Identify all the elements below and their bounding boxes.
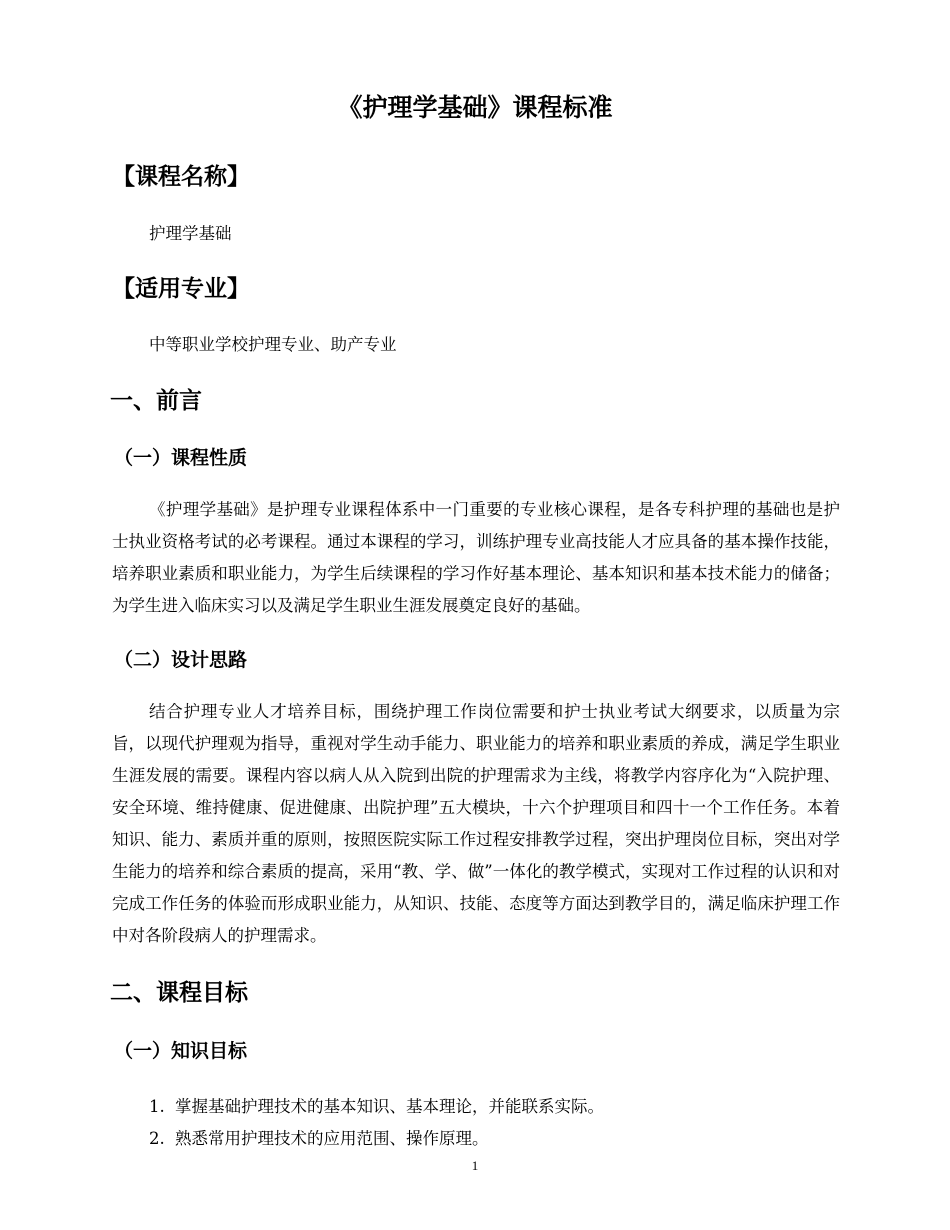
document-title: 《护理学基础》课程标准 <box>337 93 613 122</box>
list-item <box>149 1093 604 1117</box>
course-name-heading: 【课程名称】 <box>112 164 250 190</box>
section-1-heading: 一、前言 <box>110 388 202 414</box>
applicable-major-value: 中等职业学校护理专业、助产专业 <box>149 335 397 354</box>
applicable-major-heading: 【适用专业】 <box>112 276 250 302</box>
section-2-sub-1-heading: （一）知识目标 <box>114 1040 248 1062</box>
page-number: 1 <box>471 1158 479 1173</box>
list-item-text: 熟悉常用护理技术的应用范围、操作原理。 <box>175 1129 489 1148</box>
course-name-value: 护理学基础 <box>149 224 232 243</box>
list-item <box>149 1125 489 1149</box>
design-idea-paragraph: 结合护理专业人才培养目标，围绕护理工作岗位需要和护士执业考试大纲要求，以质量为宗旨，以现代护理观为指导，重视对学生动手能力、职业能力的培养和职业素质的养成，满足学生职业生涯发展的需要。课程内容以病人从入院到出院的护理需求为主线，将教学内容序化为“入院护理、安全环境、维持健康、促进健康、出院护理”五大模块，十六个护理项目和四十一个工作任务。本着知识、能力、素质并重的原则，按照医院实际工作过程安排教学过程，突出护理岗位目标，突出对学生能力的培养和综合素质的提高，采用“教、学、做”一体化的教学模式，实现对工作过程的认识和对完成工作任务的体验而形成职业能力，从知识、技能、态度等方面达到教学目的，满足临床护理工作中对各阶段病人的护理需求。 <box>112 702 840 945</box>
list-item-text: 掌握基础护理技术的基本知识、基本理论，并能联系实际。 <box>175 1097 604 1116</box>
list-item-number: 1. <box>149 1097 165 1116</box>
section-1-sub-2-heading: （二）设计思路 <box>114 649 248 671</box>
course-nature-paragraph: 《护理学基础》是护理专业课程体系中一门重要的专业核心课程，是各专科护理的基础也是护士执业资格考试的必考课程。通过本课程的学习，训练护理专业高技能人才应具备的基本操作技能，培养职业素质和职业能力，为学生后续课程的学习作好基本理论、基本知识和基本技术能力的储备；为学生进入临床实习以及满足学生职业生涯发展奠定良好的基础。 <box>112 500 840 615</box>
section-1-sub-1-heading: （一）课程性质 <box>114 447 248 469</box>
list-item-number: 2. <box>149 1129 165 1148</box>
section-2-heading: 二、课程目标 <box>110 980 248 1006</box>
